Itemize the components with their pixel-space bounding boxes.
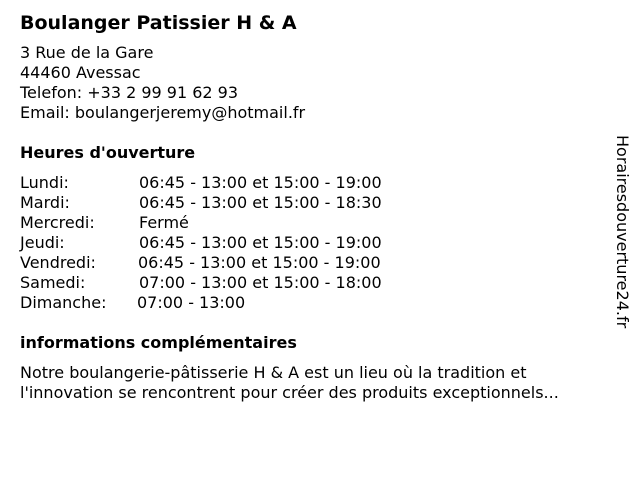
- time-value: 07:00 - 13:00: [137, 293, 246, 312]
- business-card: [20, 9, 610, 403]
- phone-line: Telefon: +33 2 99 91 62 93: [20, 83, 239, 102]
- site-watermark: Horairesdouverture24.fr: [613, 135, 632, 329]
- day-label: Dimanche:: [20, 293, 107, 312]
- day-label: Vendredi:: [20, 253, 96, 272]
- opening-hours-table: [20, 173, 610, 313]
- additional-info-heading: informations complémentaires: [20, 333, 297, 352]
- hours-row-tuesday: [20, 193, 610, 213]
- hours-row-monday: [20, 173, 610, 193]
- time-value: 06:45 - 13:00 et 15:00 - 19:00: [138, 253, 381, 272]
- address-block: [20, 43, 610, 123]
- time-value: 06:45 - 13:00 et 15:00 - 18:30: [139, 193, 382, 212]
- business-name: Boulanger Patissier H & A: [20, 12, 297, 34]
- day-label: Lundi:: [20, 173, 69, 192]
- day-label: Jeudi:: [20, 233, 65, 252]
- time-value: 07:00 - 13:00 et 15:00 - 18:00: [139, 273, 382, 292]
- hours-row-wednesday: [20, 213, 610, 233]
- email-line: Email: boulangerjeremy@hotmail.fr: [20, 103, 306, 122]
- day-label: Mardi:: [20, 193, 70, 212]
- time-value: Fermé: [139, 213, 189, 232]
- hours-row-friday: [20, 253, 610, 273]
- hours-row-saturday: [20, 273, 610, 293]
- additional-info-text: Notre boulangerie-pâtisserie H & A est un lieu où la tradition et l'innovation se rencontrent pour créer des produits exceptionnels...: [20, 363, 559, 402]
- street-address: 3 Rue de la Gare: [20, 43, 154, 62]
- opening-hours-heading: Heures d'ouverture: [20, 143, 196, 162]
- day-label: Mercredi:: [20, 213, 95, 232]
- hours-row-sunday: [20, 293, 610, 313]
- time-value: 06:45 - 13:00 et 15:00 - 19:00: [139, 173, 382, 192]
- day-label: Samedi:: [20, 273, 86, 292]
- city-line: 44460 Avessac: [20, 63, 141, 82]
- hours-row-thursday: [20, 233, 610, 253]
- time-value: 06:45 - 13:00 et 15:00 - 19:00: [139, 233, 382, 252]
